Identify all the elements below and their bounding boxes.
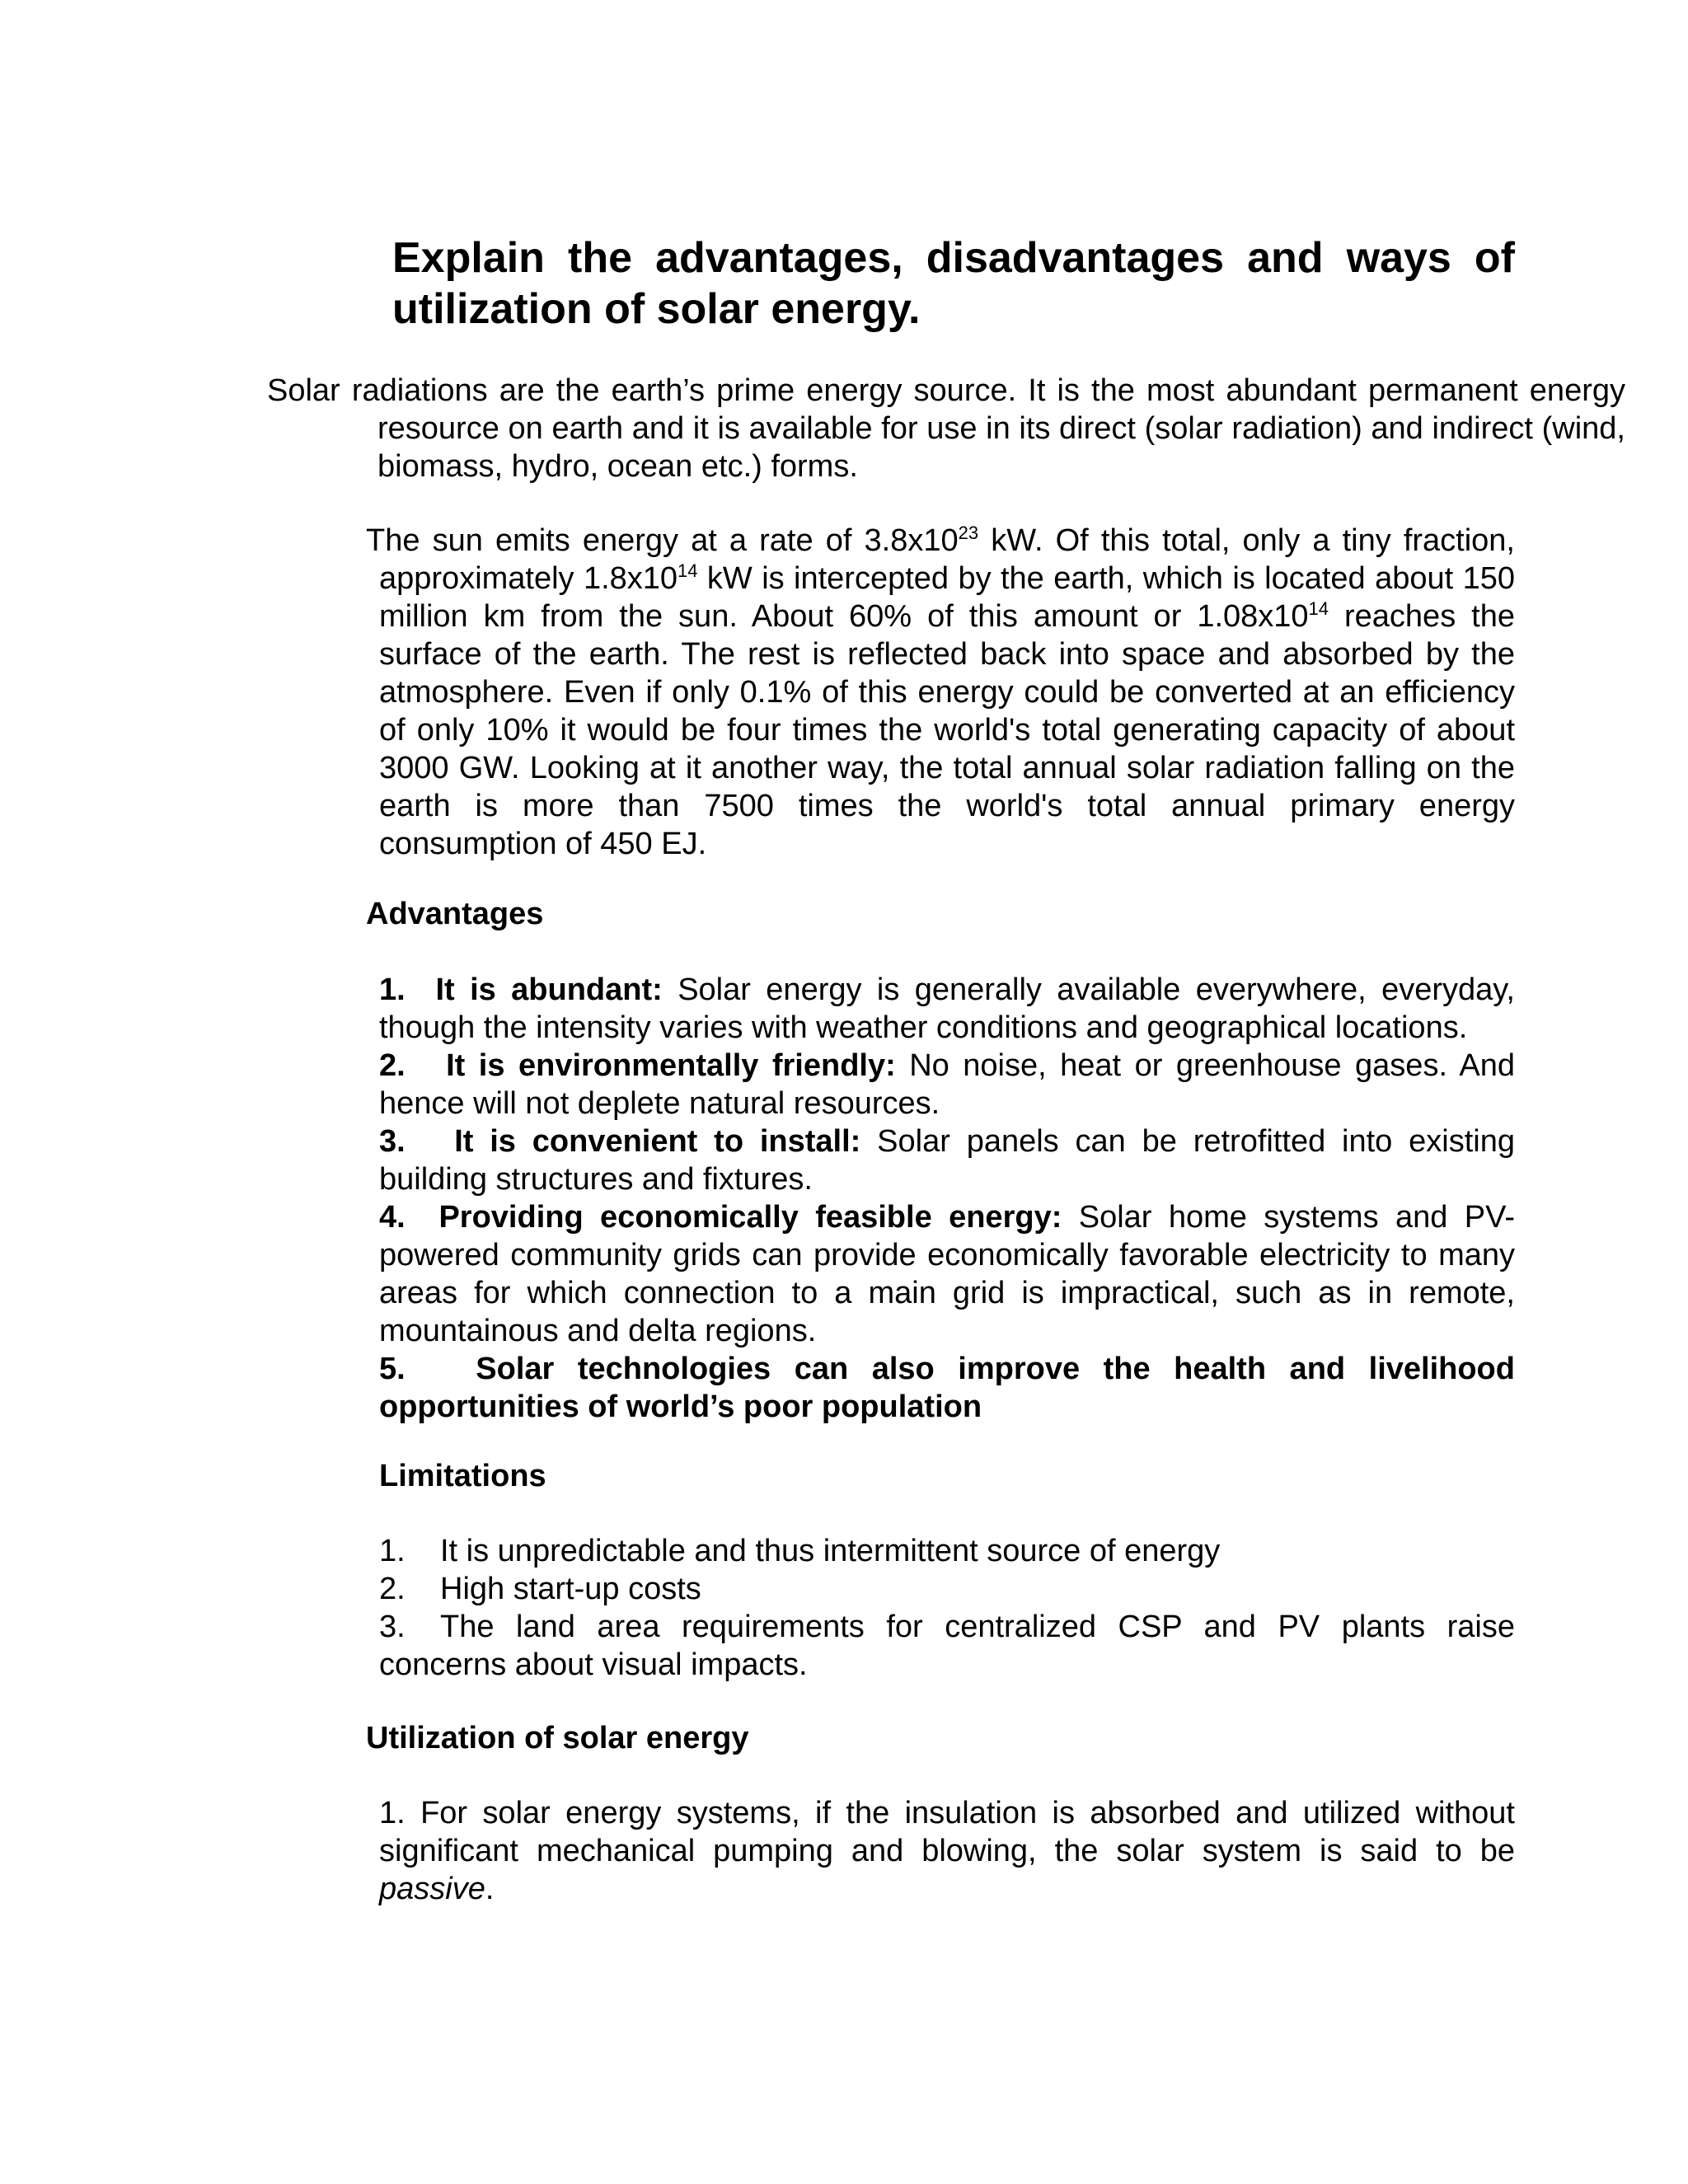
limitations-heading: Limitations bbox=[379, 1459, 546, 1493]
limitation-item bbox=[379, 1532, 1515, 1570]
utilization-paragraph bbox=[379, 1794, 1515, 1908]
advantage-number: 4. bbox=[379, 1200, 406, 1235]
advantage-lead: Solar technologies can also improve the health and livelihood opportunities of world’s poor population bbox=[379, 1352, 1515, 1424]
advantage-text: Solar panels can be retrofitted into existing building structures and fixtures. bbox=[379, 1124, 1515, 1197]
sun-text-3: kW is intercepted by the earth, which is located about 150 million km from the sun. About 60% of this amount or 1.08x10 bbox=[379, 561, 1515, 634]
advantages-heading: Advantages bbox=[366, 897, 544, 931]
sun-text-4: reaches the surface of the earth. The rest is reflected back into space and absorbed by the atmosphere. Even if only 0.1% of this energy could be converted at an efficiency of only 10% it would be four times the world's total generating capacity of about 3000 GW. Looking at it another way, the total annual solar radiation falling on the earth is more than 7500 times the world's total annual primary energy consumption of 450 EJ. bbox=[379, 599, 1515, 861]
utilization-heading: Utilization of solar energy bbox=[366, 1721, 749, 1755]
advantage-item bbox=[379, 971, 1515, 1047]
advantage-item bbox=[379, 1350, 1515, 1426]
advantage-lead: It is abundant: bbox=[435, 972, 663, 1007]
sun-text-2: kW. Of this total, only a tiny fraction, approximately 1.8x10 bbox=[379, 523, 1515, 596]
limitation-text: The land area requirements for centralized CSP and PV plants raise concerns about visual impacts. bbox=[379, 1610, 1515, 1682]
advantage-item bbox=[379, 1198, 1515, 1350]
advantage-lead: It is environmentally friendly: bbox=[446, 1048, 896, 1083]
advantage-number: 1. bbox=[379, 972, 406, 1007]
limitation-item bbox=[379, 1570, 1515, 1608]
intro-text: Solar radiations are the earth’s prime energy source. It is the most abundant permanent energy resource on earth and it is available for use in its direct (solar radiation) and indirect (wind, biomass, hydro, ocean etc.) forms. bbox=[267, 373, 1625, 484]
limitation-number: 2. bbox=[379, 1572, 406, 1606]
advantage-text: No noise, heat or greenhouse gases. And hence will not deplete natural resources. bbox=[379, 1048, 1515, 1121]
advantages-list bbox=[379, 971, 1515, 1426]
advantage-number: 3. bbox=[379, 1124, 406, 1159]
limitation-item bbox=[379, 1608, 1515, 1684]
sun-sup-1: 23 bbox=[958, 523, 979, 543]
advantage-lead: Providing economically feasible energy: bbox=[438, 1200, 1062, 1235]
advantage-lead: It is convenient to install: bbox=[454, 1124, 861, 1159]
advantage-item bbox=[379, 1122, 1515, 1198]
advantage-number: 2. bbox=[379, 1048, 406, 1083]
advantage-text: Solar home systems and PV-powered community grids can provide economically favorable electricity to many areas for which connection to a main grid is impractical, such as in remote, mountainous and delta regions. bbox=[379, 1200, 1515, 1348]
limitation-text: It is unpredictable and thus intermittent source of energy bbox=[440, 1534, 1221, 1568]
utilization-emphasis: passive bbox=[379, 1872, 485, 1906]
limitation-number: 1. bbox=[379, 1534, 406, 1568]
utilization-end: . bbox=[485, 1872, 495, 1906]
sun-energy-paragraph bbox=[366, 522, 1515, 863]
sun-text-1: The sun emits energy at a rate of 3.8x10 bbox=[366, 523, 959, 558]
limitation-number: 3. bbox=[379, 1610, 406, 1644]
page-title: Explain the advantages, disadvantages and ways of utilization of solar energy. bbox=[392, 234, 1515, 333]
utilization-text: 1. For solar energy systems, if the insulation is absorbed and utilized without significant mechanical pumping and blowing, the solar system is said to be bbox=[379, 1796, 1515, 1868]
limitation-text: High start-up costs bbox=[440, 1572, 701, 1606]
intro-paragraph bbox=[267, 372, 1625, 485]
sun-sup-2: 14 bbox=[678, 560, 698, 581]
advantage-number: 5. bbox=[379, 1352, 406, 1386]
advantage-item bbox=[379, 1047, 1515, 1122]
limitations-list bbox=[379, 1532, 1515, 1684]
sun-sup-3: 14 bbox=[1308, 598, 1329, 619]
advantage-text: Solar energy is generally available everywhere, everyday, though the intensity varies with weather conditions and geographical locations. bbox=[379, 972, 1515, 1045]
